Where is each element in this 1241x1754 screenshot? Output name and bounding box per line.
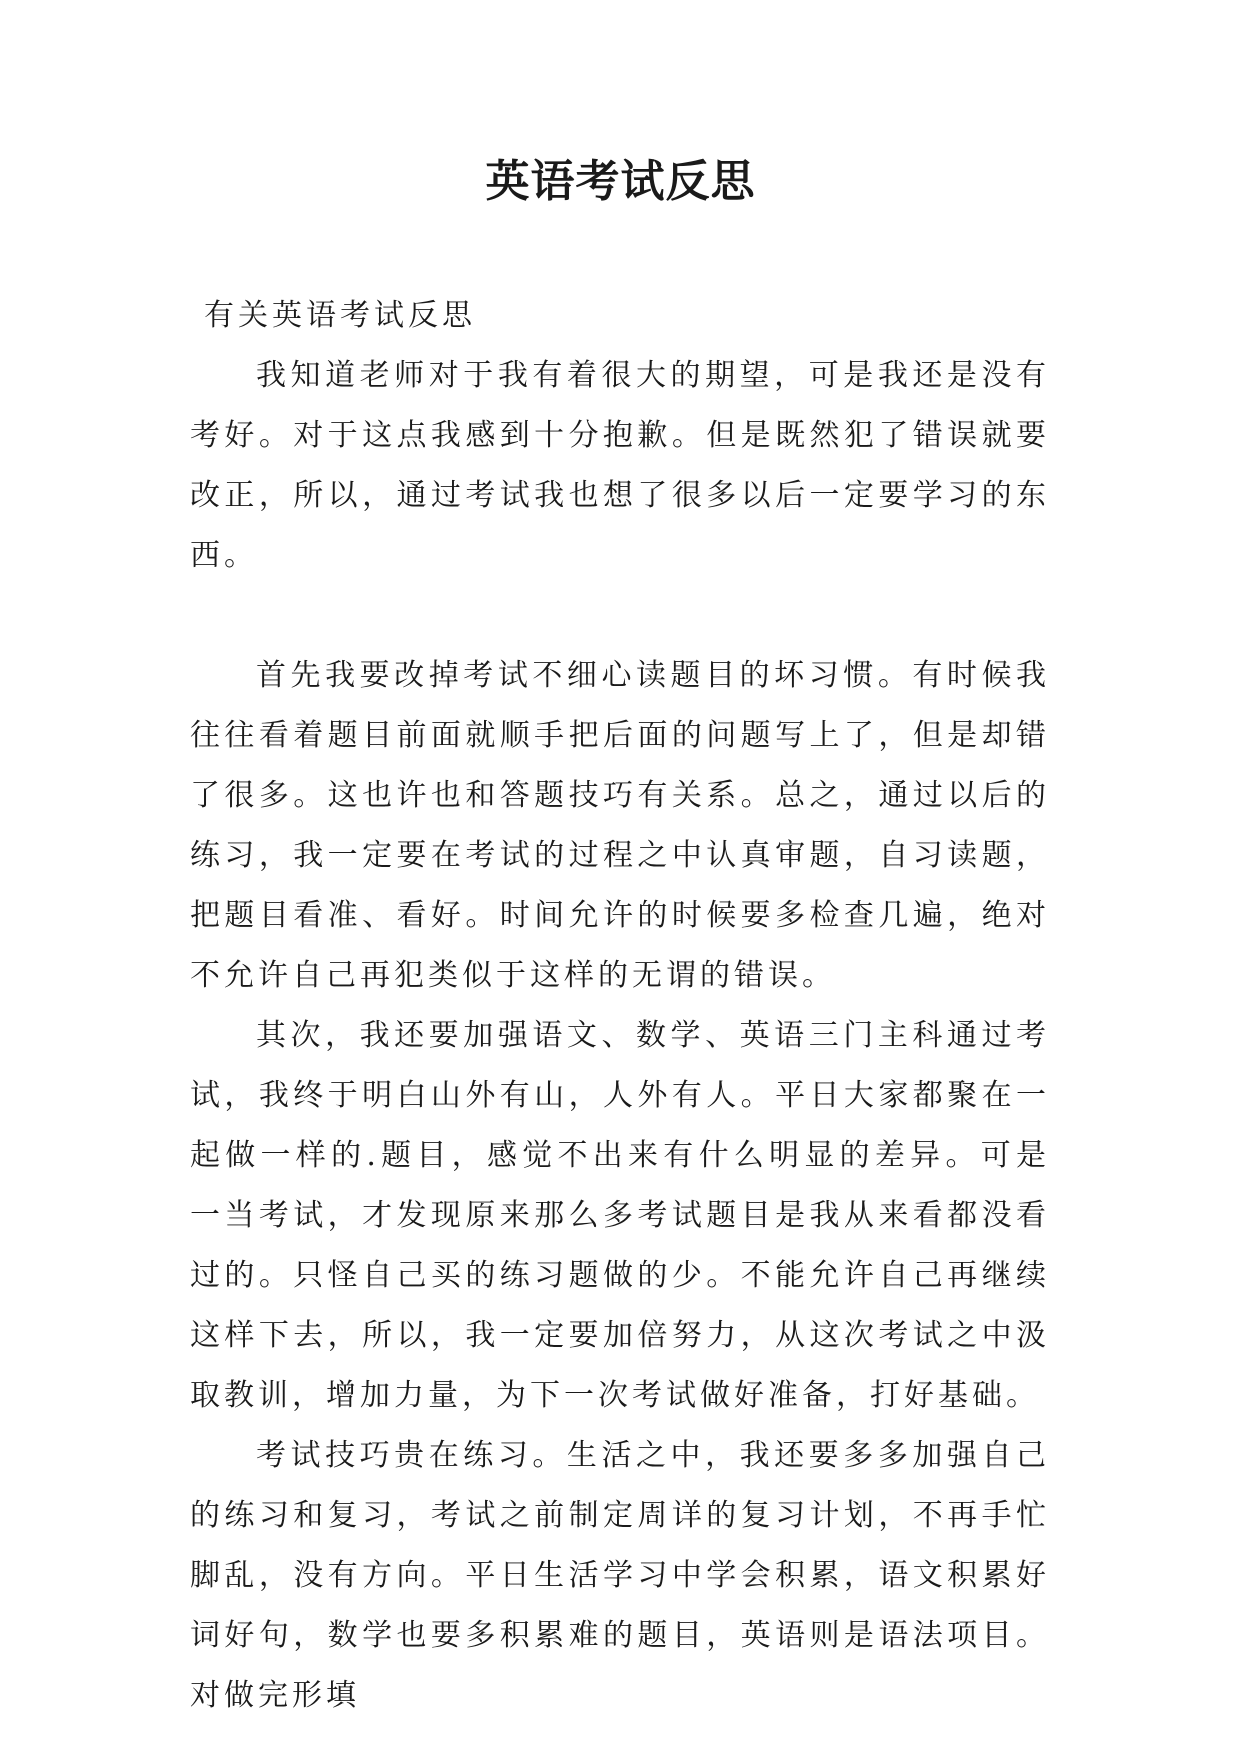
document-title: 英语考试反思 — [485, 156, 756, 207]
paragraph-2: 首先我要改掉考试不细心读题目的坏习惯。有时候我往往看着题目前面就顺手把后面的问题写上了，但是却错了很多。这也许也和答题技巧有关系。总之，通过以后的练习，我一定要在考试的过程之中认真审题，自习读题，把题目看准、看好。时间允许的时候要多检查几遍，绝对不允许自己再犯类似于这样的无谓的错误。 — [190, 658, 1050, 993]
document-body — [190, 286, 1050, 1726]
paragraph-4: 考试技巧贵在练习。生活之中，我还要多多加强自己的练习和复习，考试之前制定周详的复习计划，不再手忙脚乱，没有方向。平日生活学习中学会积累，语文积累好词好句，数学也要多积累难的题目，英语则是语法项目。对做完形填 — [190, 1438, 1050, 1713]
paragraph-3: 其次，我还要加强语文、数学、英语三门主科通过考试，我终于明白山外有山，人外有人。平日大家都聚在一起做一样的.题目，感觉不出来有什么明显的差异。可是一当考试，才发现原来那么多考试题目是我从来看都没看过的。只怪自己买的练习题做的少。不能允许自己再继续这样下去，所以，我一定要加倍努力，从这次考试之中汲取教训，增加力量，为下一次考试做好准备，打好基础。 — [190, 1018, 1050, 1413]
paragraph-1: 我知道老师对于我有着很大的期望，可是我还是没有考好。对于这点我感到十分抱歉。但是既然犯了错误就要改正，所以，通过考试我也想了很多以后一定要学习的东西。 — [190, 358, 1050, 573]
document-subtitle: 有关英语考试反思 — [204, 298, 476, 333]
